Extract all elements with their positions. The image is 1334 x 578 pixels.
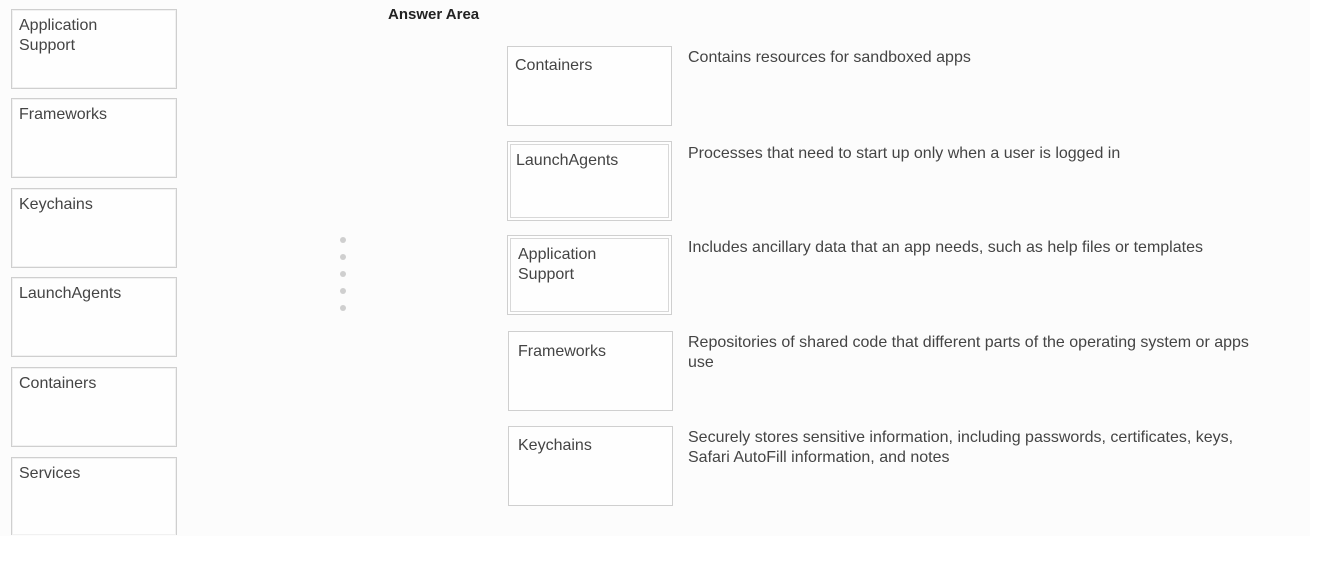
description-2: Processes that need to start up only when a user is logged in bbox=[688, 145, 1121, 162]
answer-slot-label: Application Support bbox=[510, 238, 669, 312]
description-1: Contains resources for sandboxed apps bbox=[688, 49, 971, 66]
description-3: Includes ancillary data that an app needs, such as help files or templates bbox=[688, 239, 1203, 256]
answer-slot-label: Containers bbox=[515, 57, 593, 74]
description-5: Securely stores sensitive information, including passwords, certificates, keys, Safari AutoFill information, and notes bbox=[688, 429, 1234, 466]
answer-slot-3[interactable] bbox=[507, 235, 672, 315]
choice-containers[interactable]: Containers bbox=[11, 367, 177, 447]
choice-frameworks[interactable]: Frameworks bbox=[11, 98, 177, 178]
handle-dot bbox=[340, 237, 346, 243]
answer-slot-2[interactable] bbox=[507, 141, 672, 221]
answer-slot-label: Frameworks bbox=[518, 343, 607, 360]
answer-slot-4[interactable] bbox=[508, 331, 673, 411]
choice-services[interactable]: Services bbox=[11, 457, 177, 535]
handle-dot bbox=[340, 271, 346, 277]
choice-application-support[interactable]: Application Support bbox=[11, 9, 177, 89]
handle-dot bbox=[340, 254, 346, 260]
description-4: Repositories of shared code that different parts of the operating system or apps use bbox=[688, 334, 1249, 371]
choice-keychains[interactable]: Keychains bbox=[11, 188, 177, 268]
handle-dot bbox=[340, 288, 346, 294]
drag-handle-icon[interactable] bbox=[339, 237, 349, 317]
handle-dot bbox=[340, 305, 346, 311]
answer-slot-label: LaunchAgents bbox=[510, 144, 669, 218]
choice-launchagents[interactable]: LaunchAgents bbox=[11, 277, 177, 357]
answer-slot-label: Keychains bbox=[518, 437, 592, 454]
answer-area-title: Answer Area bbox=[388, 6, 480, 23]
answer-slot-5[interactable] bbox=[508, 426, 673, 506]
answer-slot-1[interactable] bbox=[507, 46, 672, 126]
